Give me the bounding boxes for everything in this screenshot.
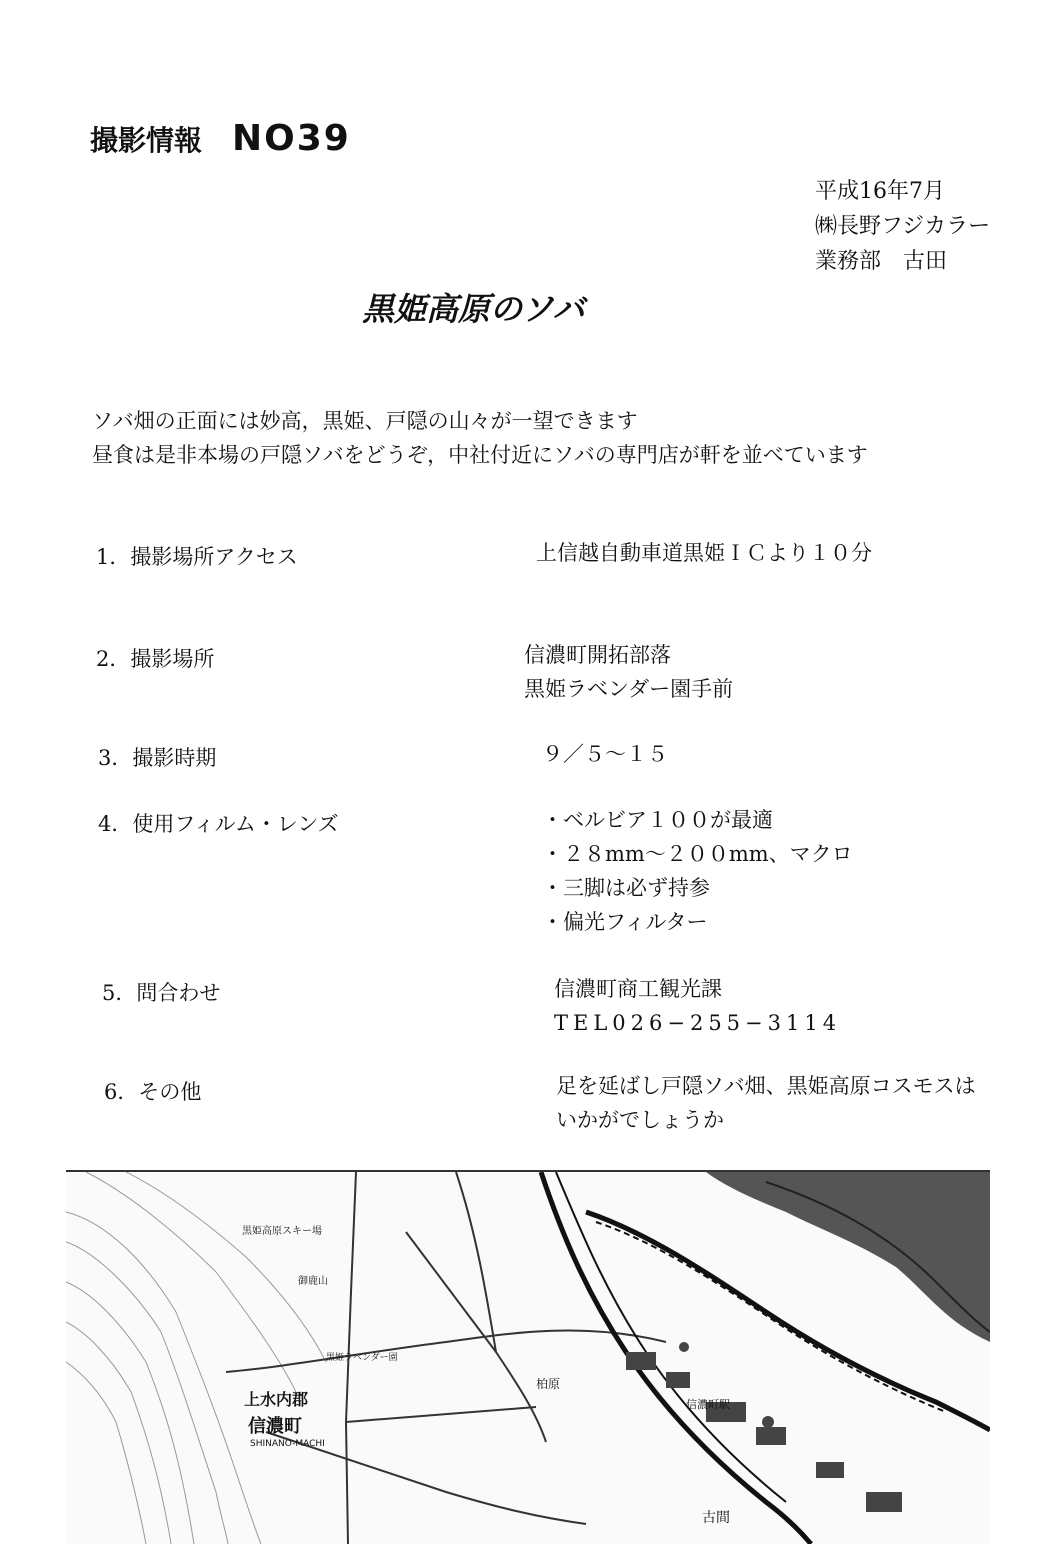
header-label: 撮影情報 bbox=[90, 124, 203, 157]
map-label-town-roman: SHINANO-MACHI bbox=[250, 1439, 325, 1449]
map-graphic bbox=[66, 1172, 990, 1544]
intro-line: 昼食は是非本場の戸隠ソバをどうぞ，中社付近にソバの専門店が軒を並べています bbox=[92, 443, 868, 467]
map-label-kashiwabara: 柏原 bbox=[536, 1377, 561, 1391]
map-label-mountain: 御鹿山 bbox=[298, 1276, 328, 1287]
item-value-season bbox=[542, 737, 668, 771]
map-label-furuma: 古間 bbox=[702, 1510, 730, 1526]
item-value-line: ・偏光フィルター bbox=[542, 910, 708, 934]
item-label-inquiry: 5．問合わせ bbox=[102, 981, 221, 1005]
item-value-inquiry bbox=[554, 972, 841, 1040]
map-label-ski: 黒姫高原スキー場 bbox=[242, 1226, 322, 1237]
meta-dept: 業務部 古田 bbox=[815, 249, 948, 274]
item-value-film-lens bbox=[542, 803, 853, 939]
document-header bbox=[90, 118, 351, 159]
item-value-line: 信濃町商工観光課 bbox=[554, 977, 722, 1001]
item-value-line: 足を延ばし戸隠ソバ畑、黒姫高原コスモスは bbox=[556, 1074, 976, 1098]
page-title: 黒姫高原のソバ bbox=[362, 290, 585, 328]
item-label-location: 2．撮影場所 bbox=[96, 647, 215, 671]
item-label-season: 3．撮影時期 bbox=[98, 746, 217, 770]
item-value-location bbox=[524, 638, 733, 706]
item-value-access bbox=[536, 536, 872, 570]
item-label-access: 1．撮影場所アクセス bbox=[96, 545, 298, 569]
item-value-other bbox=[556, 1069, 976, 1137]
item-value-line: 上信越自動車道黒姫ＩＣより１０分 bbox=[536, 541, 872, 565]
location-map bbox=[66, 1170, 990, 1544]
intro-line: ソバ畑の正面には妙高，黒姫、戸隠の山々が一望できます bbox=[92, 409, 638, 433]
map-label-town: 信濃町 bbox=[248, 1416, 302, 1437]
map-label-district: 上水内郡 bbox=[244, 1390, 309, 1409]
item-value-line: TEL026−255−3114 bbox=[554, 1011, 842, 1035]
item-value-line: 黒姫ラベンダー園手前 bbox=[524, 677, 734, 701]
item-value-line: ・２８mm〜２００mm、マクロ bbox=[542, 842, 853, 866]
item-value-line: ・三脚は必ず持参 bbox=[542, 876, 710, 900]
meta-company: ㈱長野フジカラー bbox=[815, 214, 991, 239]
map-label-lavender: 黒姫ラベンダー園 bbox=[326, 1353, 398, 1363]
document-number: NO39 bbox=[232, 118, 351, 159]
item-value-line: ・ベルビア１００が最適 bbox=[542, 808, 773, 832]
meta-date: 平成16年7月 bbox=[815, 179, 945, 204]
item-label-other: 6．その他 bbox=[104, 1080, 202, 1104]
item-value-line: ９／５〜１５ bbox=[542, 742, 668, 766]
intro-text bbox=[92, 404, 868, 472]
document-meta bbox=[815, 174, 990, 279]
item-label-film-lens: 4．使用フィルム・レンズ bbox=[98, 812, 339, 836]
map-label-station: 信濃町駅 bbox=[686, 1398, 730, 1411]
item-value-line: 信濃町開拓部落 bbox=[524, 643, 671, 667]
item-value-line: いかがでしょうか bbox=[556, 1108, 724, 1132]
